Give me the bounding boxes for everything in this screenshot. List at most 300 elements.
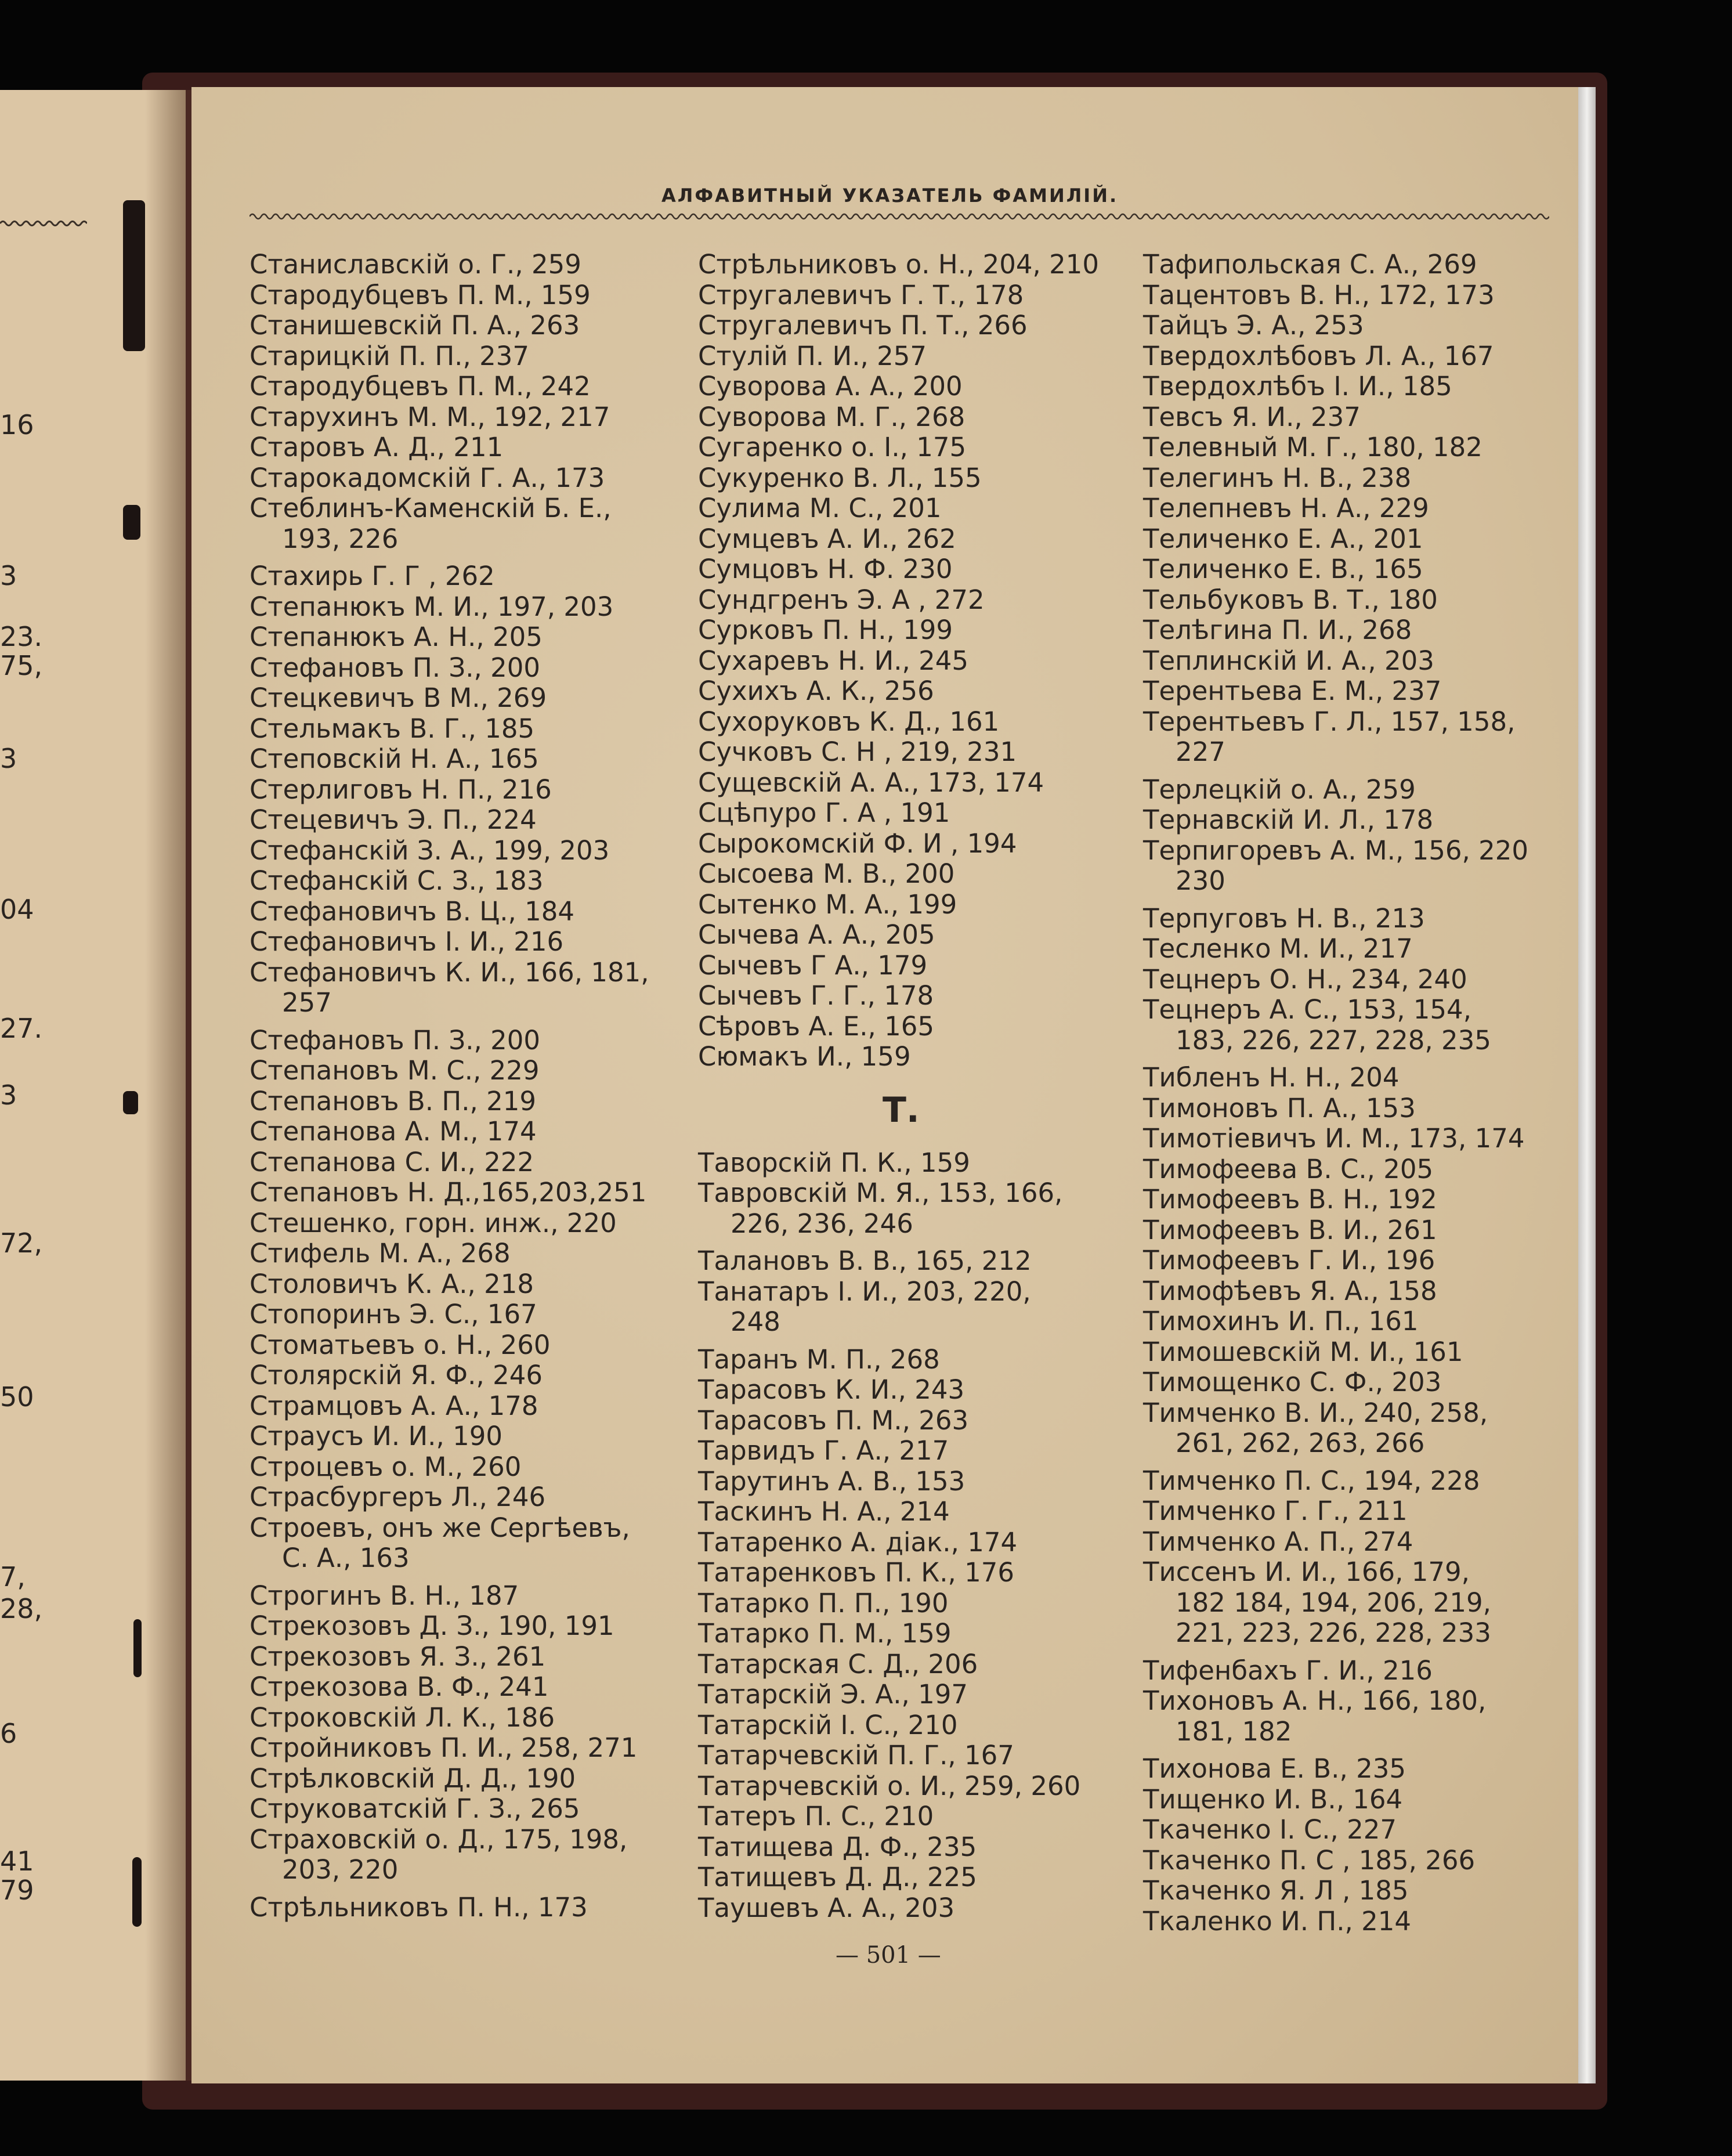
entry-text: Суворова М. Г., 268 xyxy=(698,401,966,432)
index-entry xyxy=(250,1513,649,1574)
index-entry xyxy=(250,402,649,433)
entry-text: Стефановичъ В. Ц., 184 xyxy=(250,895,574,927)
index-entry xyxy=(1143,707,1528,768)
index-entry xyxy=(698,981,1099,1012)
entry-text: Станиславскій о. Г., 259 xyxy=(250,249,581,280)
entry-text: Теличенко Е. А., 201 xyxy=(1143,523,1423,554)
left-page-fragment: 72, xyxy=(0,1227,43,1259)
index-entry xyxy=(698,1246,1099,1277)
index-entry xyxy=(698,1862,1099,1893)
entry-text: Старовъ А. Д., 211 xyxy=(250,432,504,463)
index-entry xyxy=(1143,1785,1528,1815)
entry-text: Татеръ П. С., 210 xyxy=(698,1801,934,1832)
entry-text: Тецнеръ А. С., 153, 154, xyxy=(1143,994,1471,1025)
entry-text: Тевсъ Я. И., 237 xyxy=(1143,401,1361,432)
entry-text: Терентьевъ Г. Л., 157, 158, xyxy=(1143,706,1516,737)
entry-text: Татарскій І. С., 210 xyxy=(698,1709,958,1740)
entry-text: Твердохлѣбовъ Л. А., 167 xyxy=(1143,340,1494,371)
entry-text: Стельмакъ В. Г., 185 xyxy=(250,713,535,744)
entry-continuation: 227 xyxy=(1176,736,1225,767)
index-entry xyxy=(1143,1906,1528,1937)
index-entry xyxy=(698,1406,1099,1436)
index-entry xyxy=(1143,1215,1528,1246)
index-entry xyxy=(698,1801,1099,1832)
index-entry xyxy=(250,1056,649,1086)
entry-text: Тимофеевъ В. Н., 192 xyxy=(1143,1184,1437,1215)
entry-continuation: 203, 220 xyxy=(282,1854,399,1885)
entry-continuation: 226, 236, 246 xyxy=(731,1208,913,1239)
left-page-fragment: 23. xyxy=(0,621,43,652)
entry-text: Тимофѣевъ Я. А., 158 xyxy=(1143,1275,1437,1306)
index-entry xyxy=(250,1421,649,1452)
index-entry xyxy=(250,927,649,958)
entry-text: Тимотіевичъ И. М., 173, 174 xyxy=(1143,1123,1525,1154)
index-entry xyxy=(250,1391,649,1422)
index-entry xyxy=(698,432,1099,463)
entry-text: Стулій П. И., 257 xyxy=(698,340,927,371)
entry-text: Ткаченко І. С., 227 xyxy=(1143,1814,1397,1845)
entry-text: Таворскій П. К., 159 xyxy=(698,1147,970,1178)
index-entry xyxy=(698,1558,1099,1588)
index-entry xyxy=(250,744,649,775)
entry-text: Стефановичъ К. И., 166, 181, xyxy=(250,956,649,988)
entry-text: Стефановъ П. З., 200 xyxy=(250,652,541,683)
index-entry xyxy=(698,1680,1099,1710)
entry-text: Стефанскій С. З., 183 xyxy=(250,865,544,896)
entry-text: Строгинъ В. Н., 187 xyxy=(250,1580,519,1611)
entry-text: Стопоринъ Э. С., 167 xyxy=(250,1299,537,1330)
binding-thread-top xyxy=(123,200,145,351)
index-entry xyxy=(1143,1245,1528,1276)
index-entry xyxy=(1143,341,1528,372)
index-entry xyxy=(250,653,649,684)
entry-text: Степовскій Н. А., 165 xyxy=(250,743,539,774)
index-entry xyxy=(250,1178,649,1208)
index-entry xyxy=(698,1527,1099,1558)
index-entry xyxy=(698,737,1099,768)
entry-text: Сюмакъ И., 159 xyxy=(698,1041,911,1072)
entry-text: Сугаренко о. І., 175 xyxy=(698,432,967,463)
index-entry xyxy=(1143,1656,1528,1686)
index-entry xyxy=(250,561,649,592)
index-column-3 xyxy=(1143,250,1528,1937)
left-page-edge xyxy=(0,90,196,2081)
index-entry xyxy=(1143,585,1528,616)
entry-text: Тимофеевъ Г. И., 196 xyxy=(1143,1245,1436,1276)
entry-text: Сулима М. С., 201 xyxy=(698,493,942,523)
index-entry xyxy=(1143,676,1528,707)
entry-text: Тимохинъ И. П., 161 xyxy=(1143,1306,1419,1337)
index-entry xyxy=(698,646,1099,677)
index-entry xyxy=(1143,1306,1528,1337)
index-entry xyxy=(250,1452,649,1483)
header-wavy-rule xyxy=(250,209,1549,224)
entry-text: Сухоруковъ К. Д., 161 xyxy=(698,706,1000,737)
entry-text: Стешенко, горн. инж., 220 xyxy=(250,1207,617,1238)
index-entry xyxy=(1143,995,1528,1056)
index-column-2 xyxy=(698,250,1099,1923)
entry-text: Тимоновъ П. А., 153 xyxy=(1143,1092,1416,1124)
entry-text: Стародубцевъ П. М., 159 xyxy=(250,279,591,310)
index-entry xyxy=(698,1710,1099,1741)
index-entry xyxy=(1143,1557,1528,1649)
index-entry xyxy=(698,1771,1099,1802)
index-entry xyxy=(698,310,1099,341)
entry-text: Тарасовъ К. И., 243 xyxy=(698,1374,965,1405)
entry-text: Тельбуковъ В. Т., 180 xyxy=(1143,584,1438,615)
entry-text: Сундгренъ Э. А , 272 xyxy=(698,584,985,615)
entry-text: Сысоева М. В., 200 xyxy=(698,858,955,889)
entry-text: Тарвидъ Г. А., 217 xyxy=(698,1435,949,1466)
index-entry xyxy=(698,890,1099,920)
index-entry xyxy=(1143,310,1528,341)
index-entry xyxy=(698,463,1099,494)
entry-text: Тайцъ Э. А., 253 xyxy=(1143,310,1364,341)
entry-text: Сычева А. А., 205 xyxy=(698,919,935,950)
index-entry xyxy=(698,1893,1099,1924)
entry-text: Талановъ В. В., 165, 212 xyxy=(698,1245,1032,1276)
entry-text: Тецнеръ О. Н., 234, 240 xyxy=(1143,963,1467,995)
index-entry xyxy=(1143,615,1528,646)
index-entry xyxy=(1143,524,1528,555)
index-entry xyxy=(250,1581,649,1612)
index-entry xyxy=(250,1893,649,1923)
left-page-fragment: 04 xyxy=(0,894,34,925)
entry-text: Тимощенко С. Ф., 203 xyxy=(1143,1367,1442,1397)
index-entry xyxy=(250,622,649,653)
entry-continuation: 182 184, 194, 206, 219, xyxy=(1176,1587,1491,1618)
left-page-ornament xyxy=(0,215,87,232)
entry-text: Стругалевичъ Г. Т., 178 xyxy=(698,279,1024,310)
entry-continuation: 248 xyxy=(731,1306,780,1337)
entry-text: Сукуренко В. Л., 155 xyxy=(698,462,982,493)
entry-text: Татарская С. Д., 206 xyxy=(698,1648,978,1680)
index-entry xyxy=(1143,646,1528,677)
entry-text: Татарчевскій о. И., 259, 260 xyxy=(698,1770,1081,1801)
entry-text: Степановъ Н. Д.,165,203,251 xyxy=(250,1177,647,1208)
entry-text: Строковскій Л. К., 186 xyxy=(250,1702,555,1733)
section-letter: Т. xyxy=(883,1089,920,1131)
index-entry xyxy=(1143,463,1528,494)
entry-text: Сырокомскій Ф. И , 194 xyxy=(698,828,1017,859)
left-page-fragment: 75, xyxy=(0,650,43,681)
entry-text: Столовичъ К. А., 218 xyxy=(250,1268,534,1299)
index-entry xyxy=(250,897,649,927)
entry-continuation: 181, 182 xyxy=(1176,1716,1292,1747)
entry-text: Тафипольская С. А., 269 xyxy=(1143,249,1477,280)
index-entry xyxy=(698,524,1099,555)
index-entry xyxy=(250,1299,649,1330)
index-entry xyxy=(1143,1815,1528,1846)
entry-text: Суворова А. А., 200 xyxy=(698,371,963,402)
entry-text: Тихонова Е. В., 235 xyxy=(1143,1753,1406,1784)
index-entry xyxy=(1143,1337,1528,1368)
index-entry xyxy=(250,310,649,341)
index-entry xyxy=(698,1832,1099,1863)
entry-text: Татаренковъ П. К., 176 xyxy=(698,1557,1015,1588)
entry-text: Сурковъ П. Н., 199 xyxy=(698,615,953,645)
entry-text: Сытенко М. А., 199 xyxy=(698,889,957,920)
entry-text: Терпуговъ Н. В., 213 xyxy=(1143,902,1425,934)
index-entry xyxy=(250,1238,649,1269)
index-entry xyxy=(1143,432,1528,463)
entry-text: Стрѣльниковъ П. Н., 173 xyxy=(250,1891,588,1923)
index-entry xyxy=(1143,1754,1528,1785)
entry-text: Тимофеевъ В. И., 261 xyxy=(1143,1214,1437,1245)
index-entry xyxy=(250,493,649,554)
entry-text: Столярскій Я. Ф., 246 xyxy=(250,1360,543,1391)
entry-text: Страсбургеръ Л., 246 xyxy=(250,1482,546,1512)
entry-text: Стрѣльниковъ о. Н., 204, 210 xyxy=(698,249,1099,280)
entry-text: Сущевскій А. А., 173, 174 xyxy=(698,767,1044,798)
index-entry xyxy=(250,1117,649,1147)
entry-text: Стифель М. А., 268 xyxy=(250,1238,511,1269)
entry-text: Терпигоревъ А. М., 156, 220 xyxy=(1143,835,1528,866)
entry-text: Стрекозовъ Д. З., 190, 191 xyxy=(250,1610,614,1641)
entry-text: Сумцевъ А. И., 262 xyxy=(698,523,956,554)
entry-text: Сумцовъ Н. Ф. 230 xyxy=(698,554,953,584)
entry-continuation: 183, 226, 227, 228, 235 xyxy=(1176,1024,1491,1056)
index-entry xyxy=(698,1467,1099,1497)
entry-continuation: С. А., 163 xyxy=(282,1543,410,1573)
index-entry xyxy=(698,1588,1099,1619)
index-entry xyxy=(698,1012,1099,1042)
index-entry xyxy=(250,341,649,372)
index-entry xyxy=(1143,280,1528,311)
entry-text: Стахирь Г. Г , 262 xyxy=(250,561,495,591)
index-entry xyxy=(250,280,649,311)
index-entry xyxy=(698,280,1099,311)
entry-text: Страусъ И. И., 190 xyxy=(250,1421,502,1451)
index-entry xyxy=(250,1703,649,1734)
index-entry xyxy=(1143,1846,1528,1876)
entry-text: Тимченко А. П., 274 xyxy=(1143,1526,1413,1557)
index-entry xyxy=(698,859,1099,890)
index-entry xyxy=(250,1764,649,1794)
entry-text: Сычевъ Г А., 179 xyxy=(698,949,928,981)
entry-text: Тимофеева В. С., 205 xyxy=(1143,1153,1434,1184)
page-number: — 501 — xyxy=(836,1942,941,1969)
entry-text: Степанюкъ М. И., 197, 203 xyxy=(250,591,614,622)
index-entry xyxy=(250,1086,649,1117)
index-entry xyxy=(250,866,649,897)
index-entry xyxy=(250,958,649,1019)
left-page-fragment: 50 xyxy=(0,1381,34,1413)
left-page-fragment: 7, xyxy=(0,1561,26,1592)
index-entry xyxy=(1143,836,1528,897)
entry-text: Тимченко В. И., 240, 258, xyxy=(1143,1397,1488,1428)
entry-continuation: 230 xyxy=(1176,865,1225,896)
entry-text: Ткаченко П. С , 185, 266 xyxy=(1143,1844,1476,1876)
entry-text: Телевный М. Г., 180, 182 xyxy=(1143,432,1482,463)
left-page-fragment: 3 xyxy=(0,743,17,774)
entry-text: Строцевъ о. М., 260 xyxy=(250,1451,522,1482)
index-entry xyxy=(1143,1398,1528,1459)
index-entry xyxy=(1143,1124,1528,1154)
left-page-fragment: 6 xyxy=(0,1718,17,1749)
entry-text: Татищевъ Д. Д., 225 xyxy=(698,1862,977,1893)
entry-continuation: 257 xyxy=(282,987,332,1018)
index-entry xyxy=(698,798,1099,829)
entry-text: Тиссенъ И. И., 166, 179, xyxy=(1143,1556,1470,1587)
index-entry xyxy=(250,1147,649,1178)
entry-text: Ткаленко И. П., 214 xyxy=(1143,1905,1412,1937)
entry-text: Стрекозовъ Я. З., 261 xyxy=(250,1641,546,1672)
entry-text: Страховскій о. Д., 175, 198, xyxy=(250,1823,628,1855)
index-entry xyxy=(250,1611,649,1642)
index-entry xyxy=(698,707,1099,738)
index-entry xyxy=(250,371,649,402)
index-entry xyxy=(1143,775,1528,806)
entry-text: Телѣгина П. И., 268 xyxy=(1143,615,1412,645)
entry-text: Тацентовъ В. Н., 172, 173 xyxy=(1143,279,1495,310)
entry-text: Степановъ В. П., 219 xyxy=(250,1085,537,1117)
entry-text: Татаренко А. діак., 174 xyxy=(698,1526,1018,1558)
index-entry xyxy=(1143,1466,1528,1497)
index-entry xyxy=(698,951,1099,981)
entry-text: Струковатскій Г. З., 265 xyxy=(250,1793,580,1824)
binding-thread-lower xyxy=(133,1619,142,1677)
index-column-1 xyxy=(250,250,649,1923)
index-entry xyxy=(1143,402,1528,433)
entry-text: Стерлиговъ Н. П., 216 xyxy=(250,774,552,805)
binding-thread-bottom xyxy=(132,1857,142,1927)
index-entry xyxy=(698,1178,1099,1239)
entry-continuation: 193, 226 xyxy=(282,523,399,554)
entry-text: Телегинъ Н. В., 238 xyxy=(1143,462,1412,493)
index-entry xyxy=(250,1794,649,1825)
index-entry xyxy=(698,1649,1099,1680)
index-entry xyxy=(698,920,1099,951)
index-entry xyxy=(250,250,649,280)
left-page-fragment: 27. xyxy=(0,1013,43,1044)
index-entry xyxy=(250,432,649,463)
left-page-fragment: 28, xyxy=(0,1593,43,1624)
page-stack-edge xyxy=(1578,87,1596,2083)
index-entry xyxy=(250,775,649,806)
index-entry xyxy=(698,615,1099,646)
entry-text: Степановъ М. С., 229 xyxy=(250,1055,540,1086)
entry-text: Тимченко Г. Г., 211 xyxy=(1143,1496,1408,1526)
entry-continuation: 221, 223, 226, 228, 233 xyxy=(1176,1617,1491,1648)
index-entry xyxy=(250,463,649,494)
index-entry xyxy=(698,1740,1099,1771)
index-entry xyxy=(698,371,1099,402)
entry-text: Степанова С. И., 222 xyxy=(250,1146,534,1178)
entry-text: Таскинъ Н. А., 214 xyxy=(698,1496,950,1527)
entry-text: Твердохлѣбъ І. И., 185 xyxy=(1143,371,1452,402)
entry-text: Степанюкъ А. Н., 205 xyxy=(250,622,543,652)
index-entry xyxy=(250,1360,649,1391)
index-entry xyxy=(698,1148,1099,1179)
index-entry xyxy=(250,592,649,623)
index-entry xyxy=(698,554,1099,585)
index-entry xyxy=(250,1672,649,1703)
index-entry xyxy=(1143,805,1528,836)
index-entry xyxy=(1143,934,1528,965)
index-entry xyxy=(250,836,649,866)
index-entry xyxy=(250,1269,649,1300)
entry-continuation: 261, 262, 263, 266 xyxy=(1176,1428,1425,1458)
index-entry xyxy=(250,1025,649,1056)
index-entry xyxy=(250,1330,649,1361)
index-entry xyxy=(1143,1063,1528,1093)
entry-text: Старицкій П. П., 237 xyxy=(250,340,529,371)
entry-text: Таранъ М. П., 268 xyxy=(698,1344,940,1375)
entry-text: Терентьева Е. М., 237 xyxy=(1143,676,1442,706)
entry-text: Тавровскій М. Я., 153, 166, xyxy=(698,1178,1063,1208)
index-entry xyxy=(698,493,1099,524)
entry-text: Стрекозова В. Ф., 241 xyxy=(250,1671,549,1702)
index-entry xyxy=(1143,493,1528,524)
left-page-fragment: 79 xyxy=(0,1875,34,1906)
binding-thread-low xyxy=(123,1091,138,1114)
page-header: АЛФАВИТНЫЙ УКАЗАТЕЛЬ ФАМИЛІЙ. xyxy=(661,185,1119,207)
index-entry xyxy=(698,1497,1099,1527)
index-entry xyxy=(698,1277,1099,1338)
index-entry xyxy=(250,1642,649,1673)
index-entry xyxy=(698,1619,1099,1649)
index-entry xyxy=(1143,371,1528,402)
index-entry xyxy=(1143,250,1528,280)
entry-text: Татарскій Э. А., 197 xyxy=(698,1679,968,1710)
entry-text: Степанова А. М., 174 xyxy=(250,1116,537,1147)
index-entry xyxy=(698,402,1099,433)
index-entry xyxy=(1143,1527,1528,1558)
index-entry xyxy=(250,1482,649,1513)
entry-text: Терлецкій о. А., 259 xyxy=(1143,774,1416,805)
entry-text: Тищенко И. В., 164 xyxy=(1143,1783,1403,1815)
entry-text: Тибленъ Н. Н., 204 xyxy=(1143,1062,1400,1093)
entry-text: Тесленко М. И., 217 xyxy=(1143,933,1413,964)
entry-text: Татищева Д. Ф., 235 xyxy=(698,1831,977,1862)
entry-text: Танатаръ І. И., 203, 220, xyxy=(698,1276,1031,1307)
index-entry xyxy=(250,683,649,714)
index-entry xyxy=(1143,1093,1528,1124)
index-entry xyxy=(698,1436,1099,1467)
entry-text: Тимошевскій М. И., 161 xyxy=(1143,1336,1463,1367)
entry-text: Стройниковъ П. И., 258, 271 xyxy=(250,1732,638,1763)
entry-text: Таушевъ А. А., 203 xyxy=(698,1892,955,1923)
index-entry xyxy=(698,829,1099,859)
entry-text: Станишевскій П. А., 263 xyxy=(250,310,580,341)
index-entry xyxy=(1143,904,1528,934)
entry-text: Телепневъ Н. А., 229 xyxy=(1143,493,1429,523)
entry-text: Сцѣпуро Г. А , 191 xyxy=(698,797,950,828)
index-entry xyxy=(698,1345,1099,1375)
entry-text: Сычевъ Г. Г., 178 xyxy=(698,980,934,1011)
entry-text: Тарутинъ А. В., 153 xyxy=(698,1465,966,1497)
entry-text: Татарчевскій П. Г., 167 xyxy=(698,1740,1014,1771)
entry-text: Тихоновъ А. Н., 166, 180, xyxy=(1143,1685,1487,1716)
index-entry xyxy=(1143,554,1528,585)
entry-text: Сухихъ А. К., 256 xyxy=(698,676,934,706)
entry-text: Тимченко П. С., 194, 228 xyxy=(1143,1465,1480,1496)
index-entry xyxy=(250,714,649,745)
entry-text: Татарко П. П., 190 xyxy=(698,1587,949,1619)
entry-text: Сѣровъ А. Е., 165 xyxy=(698,1010,934,1042)
index-entry xyxy=(250,1733,649,1764)
left-page-fragment: 41 xyxy=(0,1846,34,1877)
entry-text: Тифенбахъ Г. И., 216 xyxy=(1143,1655,1433,1686)
entry-text: Стоматьевъ о. Н., 260 xyxy=(250,1329,551,1360)
entry-text: Стецевичъ Э. П., 224 xyxy=(250,804,537,835)
entry-text: Теплинскій И. А., 203 xyxy=(1143,645,1434,676)
entry-text: Тернавскій И. Л., 178 xyxy=(1143,804,1434,835)
entry-text: Страмцовъ А. А., 178 xyxy=(250,1390,538,1421)
entry-text: Строевъ, онъ же Сергѣевъ, xyxy=(250,1512,630,1543)
entry-text: Стефанскій З. А., 199, 203 xyxy=(250,835,610,866)
